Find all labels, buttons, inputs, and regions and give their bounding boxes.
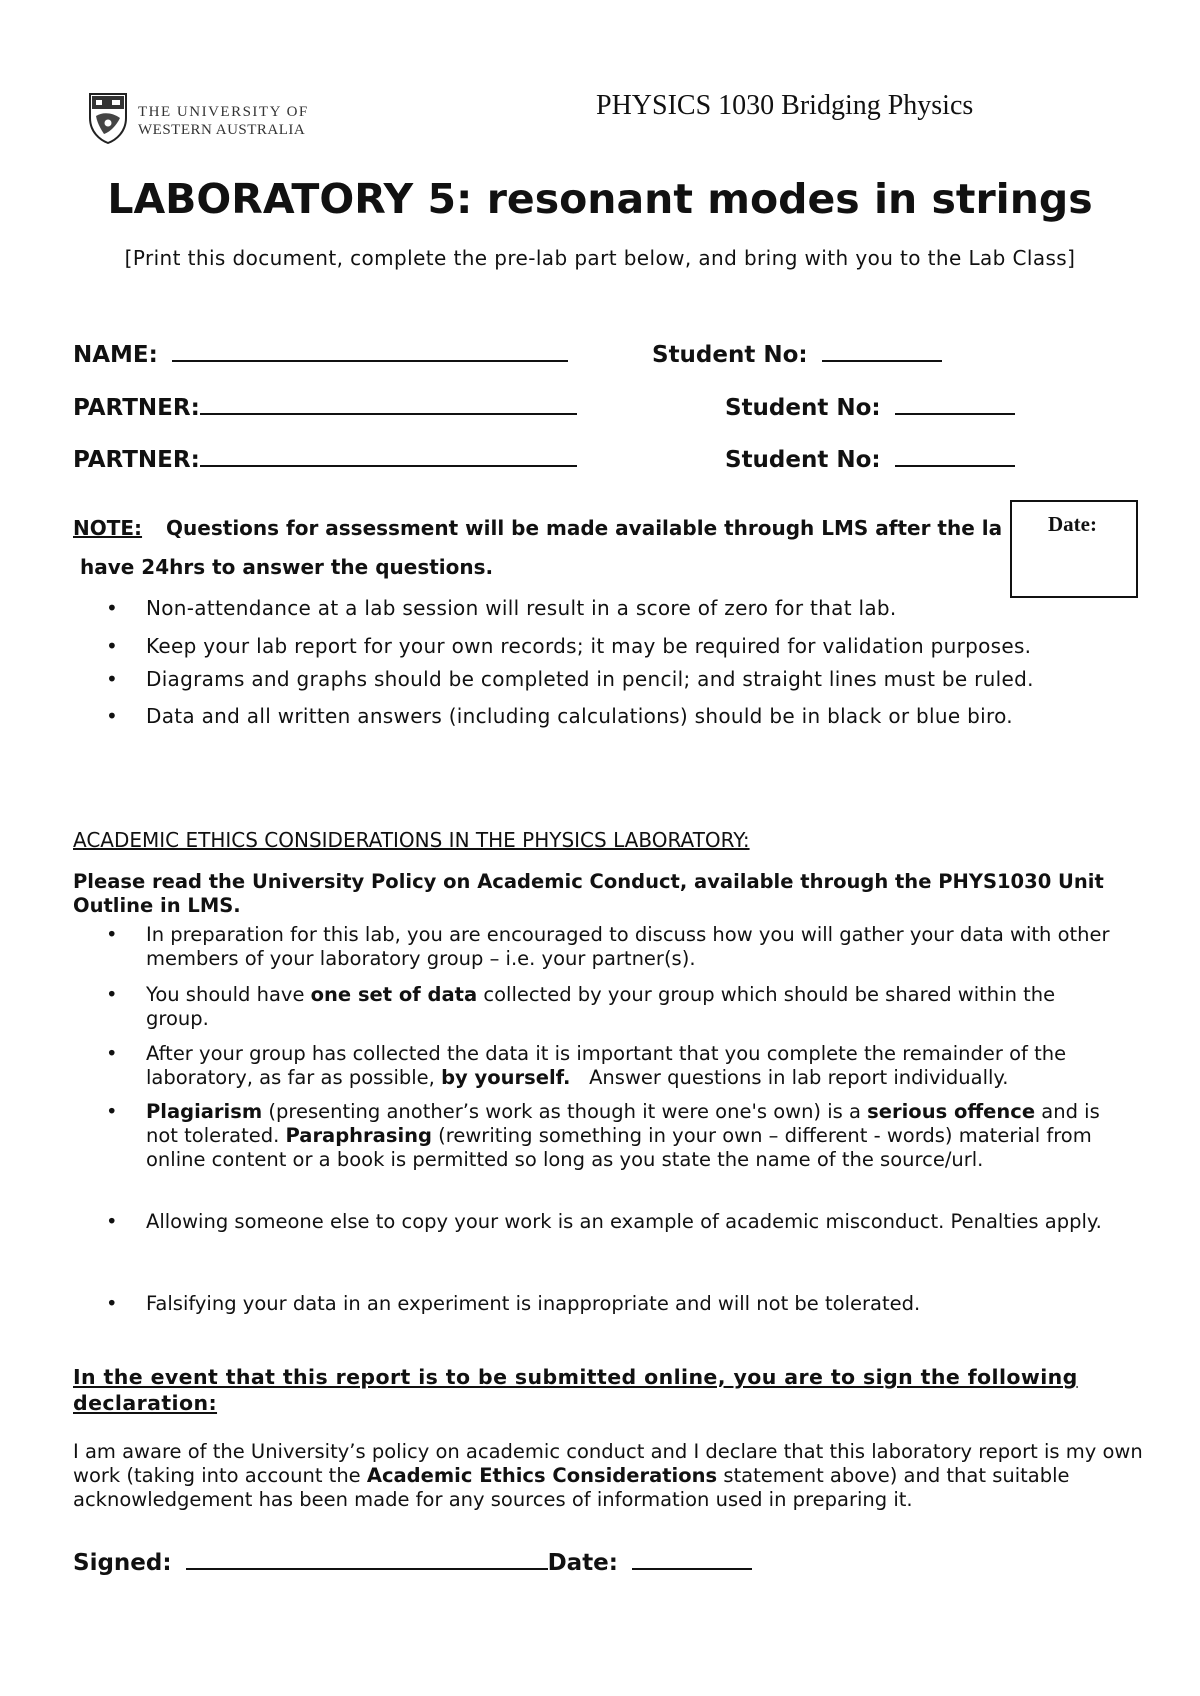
student-no-label: Student No: [725,395,881,421]
note-label: NOTE: [73,516,143,540]
note-text-1: Questions for assessment will be made available through LMS after the la [166,516,1003,540]
student-no-field-3[interactable] [725,445,1015,473]
name-blank-line[interactable] [172,340,568,362]
signature-field[interactable] [73,1548,752,1576]
partner-field-1[interactable] [73,393,577,421]
list-item: • Plagiarism (presenting another’s work as though it were one's own) is a serious offence and is not tolerated. Paraphrasing (rewriting something in your own – different - words) material from online content or a book is permitted so long as you state the name of the source/url. [106,1100,1100,1171]
list-item: • You should have one set of data collected by your group which should be shared within the group. [106,983,1056,1030]
partner-label: PARTNER: [73,447,200,473]
ethics-heading: ACADEMIC ETHICS CONSIDERATIONS IN THE PHYSICS LABORATORY: [73,828,750,852]
partner-blank-line[interactable] [200,393,577,415]
partner-field-2[interactable] [73,445,577,473]
university-name-line-2: WESTERN AUSTRALIA [138,122,306,138]
date-box-label: Date: [1048,512,1097,536]
student-no-blank-line[interactable] [895,393,1015,415]
student-no-blank-line[interactable] [822,340,942,362]
document-title: LABORATORY 5: resonant modes in strings [107,175,1093,223]
list-item: • After your group has collected the data it is important that you complete the remainder of the laboratory, as far as possible, by yourself. Answer questions in lab report individually. [106,1042,1067,1089]
partner-blank-line[interactable] [200,445,577,467]
course-title: PHYSICS 1030 Bridging Physics [596,90,974,121]
declaration-text: I am aware of the University’s policy on academic conduct and I declare that this laboratory report is my own work (taking into account the Academic Ethics Considerations statement above) and that suitable acknowledgement has been made for any sources of information used in preparing it. [73,1440,1143,1511]
university-name-line-1: THE UNIVERSITY OF [138,104,309,120]
signature-date-blank-line[interactable] [632,1548,752,1570]
list-item: • In preparation for this lab, you are encouraged to discuss how you will gather your data with other members of your laboratory group – i.e. your partner(s). [106,923,1110,970]
list-item: • Falsifying your data in an experiment is inappropriate and will not be tolerated. [106,1292,921,1315]
note-line-1 [73,516,1008,540]
print-instructions: [Print this document, complete the pre-lab part below, and bring with you to the Lab Class] [124,246,1076,270]
note-line-2: have 24hrs to answer the questions. [80,555,494,579]
student-no-label: Student No: [725,447,881,473]
student-no-field-1[interactable] [652,340,942,368]
university-logo [88,92,348,144]
student-no-blank-line[interactable] [895,445,1015,467]
university-crest-icon [88,92,128,144]
ethics-intro: Please read the University Policy on Academic Conduct, available through the PHYS1030 Unit Outline in LMS. [73,870,1104,917]
declaration-heading: In the event that this report is to be submitted online, you are to sign the following declaration: [73,1365,1078,1415]
student-no-label: Student No: [652,342,808,368]
list-item: • Allowing someone else to copy your work is an example of academic misconduct. Penalties apply. [106,1210,1102,1233]
signature-blank-line[interactable] [186,1548,548,1570]
name-label: NAME: [73,342,158,368]
partner-label: PARTNER: [73,395,200,421]
date-box[interactable] [1010,500,1138,598]
student-no-field-2[interactable] [725,393,1015,421]
signature-date-label: Date: [547,1550,618,1576]
signed-label: Signed: [73,1550,172,1576]
name-field[interactable] [73,340,568,368]
